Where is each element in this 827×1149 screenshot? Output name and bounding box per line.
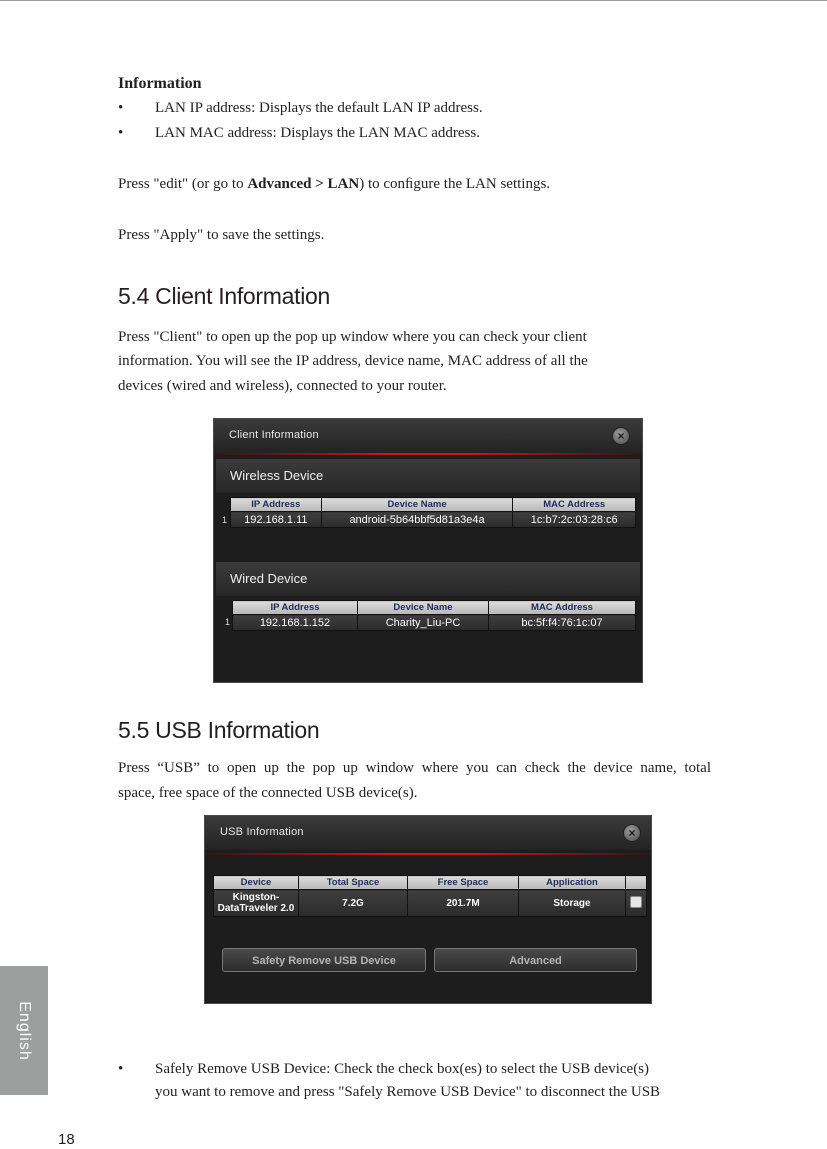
col-device: Device [214, 876, 299, 890]
wired-device-title: Wired Device [230, 571, 308, 586]
language-side-tab [0, 966, 48, 1095]
col-select [626, 876, 647, 890]
information-heading: Information [118, 75, 202, 92]
col-application: Application [519, 876, 626, 890]
bullet-text-continued: you want to remove and press "Safely Remove USB Device" to disconnect the USB [155, 1084, 661, 1100]
close-icon[interactable]: × [623, 824, 641, 842]
free-space-cell: 201.7M [408, 890, 519, 917]
usb-information-window [204, 815, 652, 1004]
device-name-cell: android-5b64bbf5d81a3e4a [321, 512, 513, 528]
window-title: Client Information [229, 429, 319, 441]
total-space-cell: 7.2G [299, 890, 408, 917]
col-free-space: Free Space [408, 876, 519, 890]
col-ip-address: IP Address [231, 498, 322, 512]
application-cell: Storage [519, 890, 626, 917]
ip-address-cell: 192.168.1.152 [233, 615, 358, 631]
accent-divider [214, 453, 642, 455]
table-header-row [233, 601, 636, 615]
row-number: 1 [225, 617, 231, 627]
wired-device-header [216, 562, 640, 596]
row-number: 1 [222, 515, 228, 525]
usb-para-line: Press “USB” to open up the pop up window where you can check the device name, total [118, 760, 711, 776]
section-title-client: 5.4 Client Information [118, 283, 331, 309]
page-number: 18 [58, 1131, 75, 1148]
device-name-line: DataTraveler 2.0 [217, 903, 295, 914]
mac-address-cell: 1c:b7:2c:03:28:c6 [513, 512, 636, 528]
bullet-icon: • [118, 100, 124, 116]
bullet-text: LAN MAC address: Displays the LAN MAC address. [155, 125, 480, 141]
client-information-window [213, 418, 643, 683]
col-mac-address: MAC Address [513, 498, 636, 512]
col-device-name: Device Name [358, 601, 489, 615]
wireless-device-header [216, 459, 640, 493]
apply-instruction: Press "Apply" to save the settings. [118, 227, 325, 243]
client-para-line: information. You will see the IP address, device name, MAC address of all the [118, 353, 588, 369]
edit-instruction [118, 173, 550, 195]
table-row[interactable] [231, 512, 636, 528]
col-device-name: Device Name [321, 498, 513, 512]
top-rule [0, 0, 827, 1]
window-titlebar [214, 419, 642, 453]
wireless-device-table [230, 497, 636, 528]
table-row[interactable] [233, 615, 636, 631]
client-para-line: Press "Client" to open up the pop up window where you can check your client [118, 329, 587, 345]
col-mac-address: MAC Address [489, 601, 636, 615]
mac-address-cell: bc:5f:f4:76:1c:07 [489, 615, 636, 631]
device-cell [214, 890, 299, 917]
select-cell [626, 890, 647, 917]
table-header-row [214, 876, 647, 890]
bullet-icon: • [118, 125, 124, 141]
window-titlebar [205, 816, 651, 850]
device-checkbox[interactable] [630, 896, 642, 908]
bullet-text: LAN IP address: Displays the default LAN IP address. [155, 100, 483, 116]
table-row[interactable] [214, 890, 647, 917]
advanced-button[interactable]: Advanced [434, 948, 637, 972]
edit-text-bold: Advanced > LAN [247, 176, 360, 192]
usb-para-line: space, free space of the connected USB device(s). [118, 785, 418, 801]
col-ip-address: IP Address [233, 601, 358, 615]
wired-device-table [232, 600, 636, 631]
device-name-line: Kingston- [232, 892, 280, 903]
col-total-space: Total Space [299, 876, 408, 890]
close-icon[interactable]: × [612, 427, 630, 445]
language-label: English [16, 1000, 33, 1061]
edit-text-post: ) to conﬁgure the LAN settings. [359, 176, 551, 192]
safely-remove-usb-button[interactable]: Safety Remove USB Device [222, 948, 426, 972]
usb-device-table [213, 875, 647, 917]
device-name-cell: Charity_Liu-PC [358, 615, 489, 631]
edit-text-pre: Press "edit" (or go to [118, 176, 248, 192]
wireless-device-title: Wireless Device [230, 468, 324, 483]
bullet-text: Safely Remove USB Device: Check the check box(es) to select the USB device(s) [155, 1061, 650, 1077]
bullet-icon: • [118, 1061, 124, 1077]
window-title: USB Information [220, 826, 304, 838]
accent-divider [205, 853, 651, 855]
table-header-row [231, 498, 636, 512]
client-para-line: devices (wired and wireless), connected to your router. [118, 378, 447, 394]
ip-address-cell: 192.168.1.11 [231, 512, 322, 528]
section-title-usb: 5.5 USB Information [118, 717, 320, 743]
